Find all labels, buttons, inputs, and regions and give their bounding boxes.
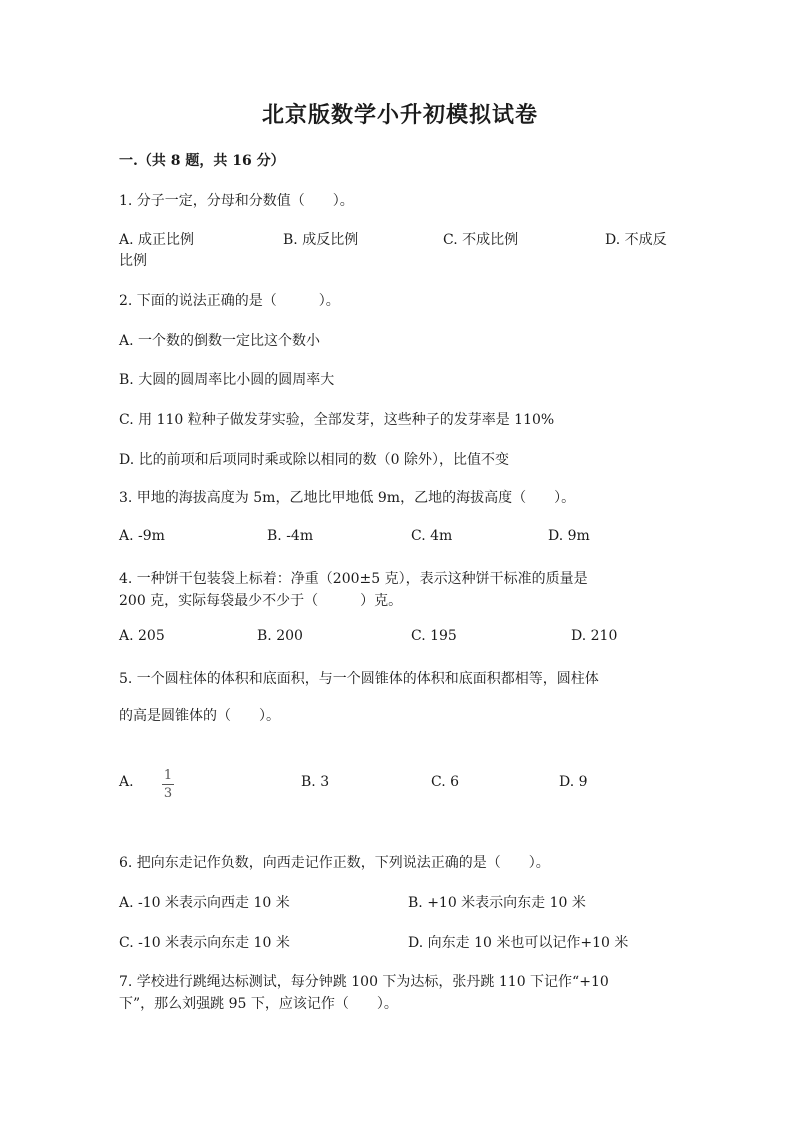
question-7-stem-line-2: 下”，那么刘强跳 95 下，应该记作（ ）。 (119, 996, 398, 1012)
question-5-option-b: B. 3 (301, 774, 330, 790)
question-6-option-d: D. 向东走 10 米也可以记作+10 米 (408, 935, 629, 951)
question-1-option-d: D. 不成反 (605, 232, 667, 248)
question-4-option-d: D. 210 (571, 628, 618, 644)
question-5-option-a-label: A. (119, 774, 134, 790)
question-2-option-d: D. 比的前项和后项同时乘或除以相同的数（0 除外），比值不变 (119, 452, 509, 468)
question-5-stem-line-2: 的高是圆锥体的（ ）。 (119, 708, 280, 724)
question-3-option-b: B. -4m (267, 528, 314, 544)
question-3-option-a: A. -9m (119, 528, 165, 544)
question-6-stem: 6. 把向东走记作负数，向西走记作正数，下列说法正确的是（ ）。 (119, 855, 550, 871)
question-2-option-a: A. 一个数的倒数一定比这个数小 (119, 333, 321, 349)
fraction-denominator: 3 (163, 786, 173, 801)
question-3-stem: 3. 甲地的海拔高度为 5m，乙地比甲地低 9m，乙地的海拔高度（ ）。 (119, 490, 576, 506)
fraction-bar (162, 784, 174, 785)
question-5-option-d: D. 9 (559, 774, 588, 790)
question-3-option-d: D. 9m (548, 528, 590, 544)
question-5-option-a-fraction (162, 768, 174, 801)
question-2-option-c: C. 用 110 粒种子做发芽实验，全部发芽，这些种子的发芽率是 110% (119, 412, 555, 428)
question-4-option-b: B. 200 (257, 628, 303, 644)
question-2-option-b: B. 大圆的圆周率比小圆的圆周率大 (119, 372, 335, 388)
page-title: 北京版数学小升初模拟试卷 (261, 102, 538, 128)
question-1-option-b: B. 成反比例 (283, 232, 359, 248)
question-7-stem-line-1: 7. 学校进行跳绳达标测试，每分钟跳 100 下为达标，张丹跳 110 下记作“+10 (119, 974, 609, 990)
question-5-stem-line-1: 5. 一个圆柱体的体积和底面积，与一个圆锥体的体积和底面积都相等，圆柱体 (119, 671, 599, 687)
section-heading: 一.（共 8 题，共 16 分） (119, 153, 285, 169)
question-2-stem: 2. 下面的说法正确的是（ ）。 (119, 293, 340, 309)
question-6-option-a: A. -10 米表示向西走 10 米 (119, 895, 290, 911)
question-1-option-c: C. 不成比例 (443, 232, 519, 248)
question-4-option-a: A. 205 (119, 628, 165, 644)
fraction-numerator: 1 (163, 768, 173, 783)
question-4-stem-line-1: 4. 一种饼干包装袋上标着：净重（200±5 克），表示这种饼干标准的质量是 (119, 571, 588, 587)
question-4-option-c: C. 195 (411, 628, 457, 644)
question-3-option-c: C. 4m (411, 528, 453, 544)
question-1-stem: 1. 分子一定，分母和分数值（ ）。 (119, 193, 354, 209)
question-4-stem-line-2: 200 克，实际每袋最少不少于（ ）克。 (119, 593, 403, 609)
question-6-option-b: B. +10 米表示向东走 10 米 (408, 895, 586, 911)
question-1-option-d-wrap: 比例 (119, 253, 147, 269)
question-1-option-a: A. 成正比例 (119, 232, 195, 248)
question-6-option-c: C. -10 米表示向东走 10 米 (119, 935, 290, 951)
question-5-option-c: C. 6 (431, 774, 460, 790)
